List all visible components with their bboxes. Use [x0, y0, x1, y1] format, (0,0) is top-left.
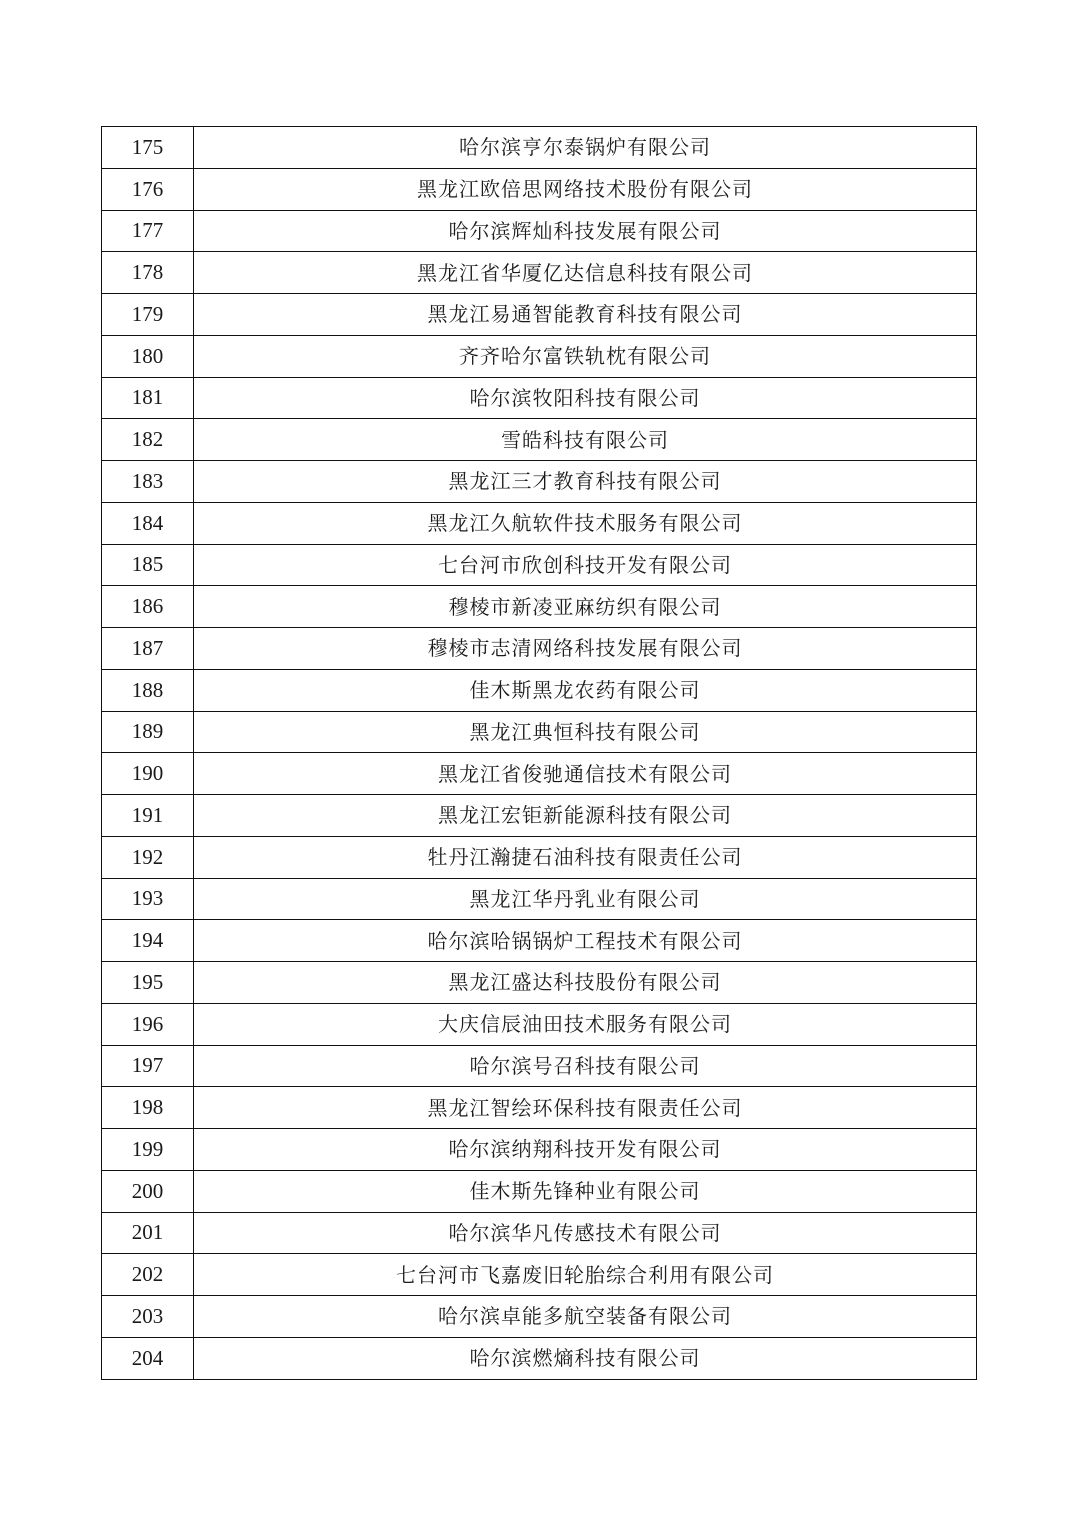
table-row: [102, 1129, 977, 1171]
table-row: [102, 962, 977, 1004]
table-row: [102, 168, 977, 210]
row-number-cell: 198: [102, 1087, 194, 1129]
company-name-cell: 雪皓科技有限公司: [194, 419, 977, 461]
row-number-cell: 194: [102, 920, 194, 962]
company-name-cell: 黑龙江宏钜新能源科技有限公司: [194, 795, 977, 837]
table-row: [102, 1003, 977, 1045]
table-row: [102, 377, 977, 419]
row-number-cell: 202: [102, 1254, 194, 1296]
row-number-cell: 176: [102, 168, 194, 210]
row-number-cell: 199: [102, 1129, 194, 1171]
table-row: [102, 1087, 977, 1129]
company-name-cell: 黑龙江省华厦亿达信息科技有限公司: [194, 252, 977, 294]
company-name-cell: 哈尔滨华凡传感技术有限公司: [194, 1212, 977, 1254]
table-row: [102, 628, 977, 670]
table-row: [102, 1170, 977, 1212]
row-number-cell: 181: [102, 377, 194, 419]
company-name-cell: 哈尔滨纳翔科技开发有限公司: [194, 1129, 977, 1171]
table-body: [102, 127, 977, 1380]
row-number-cell: 200: [102, 1170, 194, 1212]
table-row: [102, 502, 977, 544]
row-number-cell: 177: [102, 210, 194, 252]
table-row: [102, 461, 977, 503]
table-row: [102, 544, 977, 586]
table-row: [102, 1212, 977, 1254]
table-row: [102, 294, 977, 336]
row-number-cell: 204: [102, 1337, 194, 1379]
row-number-cell: 187: [102, 628, 194, 670]
company-name-cell: 七台河市欣创科技开发有限公司: [194, 544, 977, 586]
table-row: [102, 753, 977, 795]
company-name-cell: 黑龙江欧倍思网络技术股份有限公司: [194, 168, 977, 210]
company-name-cell: 黑龙江三才教育科技有限公司: [194, 461, 977, 503]
row-number-cell: 184: [102, 502, 194, 544]
table-row: [102, 252, 977, 294]
company-name-cell: 黑龙江智绘环保科技有限责任公司: [194, 1087, 977, 1129]
company-name-cell: 黑龙江易通智能教育科技有限公司: [194, 294, 977, 336]
table-row: [102, 1045, 977, 1087]
table-row: [102, 711, 977, 753]
row-number-cell: 179: [102, 294, 194, 336]
row-number-cell: 190: [102, 753, 194, 795]
table-row: [102, 1296, 977, 1338]
row-number-cell: 203: [102, 1296, 194, 1338]
company-name-cell: 哈尔滨哈锅锅炉工程技术有限公司: [194, 920, 977, 962]
row-number-cell: 195: [102, 962, 194, 1004]
company-name-cell: 哈尔滨辉灿科技发展有限公司: [194, 210, 977, 252]
table-row: [102, 878, 977, 920]
company-list-table: [101, 126, 977, 1380]
table-row: [102, 419, 977, 461]
row-number-cell: 197: [102, 1045, 194, 1087]
row-number-cell: 192: [102, 836, 194, 878]
table-row: [102, 1337, 977, 1379]
row-number-cell: 189: [102, 711, 194, 753]
table-row: [102, 836, 977, 878]
row-number-cell: 191: [102, 795, 194, 837]
company-name-cell: 牡丹江瀚捷石油科技有限责任公司: [194, 836, 977, 878]
company-name-cell: 齐齐哈尔富铁轨枕有限公司: [194, 335, 977, 377]
row-number-cell: 193: [102, 878, 194, 920]
company-name-cell: 七台河市飞嘉废旧轮胎综合利用有限公司: [194, 1254, 977, 1296]
company-name-cell: 大庆信辰油田技术服务有限公司: [194, 1003, 977, 1045]
company-name-cell: 哈尔滨牧阳科技有限公司: [194, 377, 977, 419]
company-name-cell: 哈尔滨卓能多航空装备有限公司: [194, 1296, 977, 1338]
table-row: [102, 920, 977, 962]
table-row: [102, 1254, 977, 1296]
table-row: [102, 210, 977, 252]
company-name-cell: 黑龙江盛达科技股份有限公司: [194, 962, 977, 1004]
row-number-cell: 175: [102, 127, 194, 169]
company-name-cell: 哈尔滨亨尔泰锅炉有限公司: [194, 127, 977, 169]
company-name-cell: 黑龙江省俊驰通信技术有限公司: [194, 753, 977, 795]
row-number-cell: 180: [102, 335, 194, 377]
row-number-cell: 185: [102, 544, 194, 586]
table-row: [102, 335, 977, 377]
row-number-cell: 186: [102, 586, 194, 628]
company-name-cell: 哈尔滨号召科技有限公司: [194, 1045, 977, 1087]
table-row: [102, 127, 977, 169]
row-number-cell: 178: [102, 252, 194, 294]
company-name-cell: 哈尔滨燃熵科技有限公司: [194, 1337, 977, 1379]
company-name-cell: 佳木斯黑龙农药有限公司: [194, 669, 977, 711]
company-name-cell: 穆棱市新凌亚麻纺织有限公司: [194, 586, 977, 628]
company-name-cell: 佳木斯先锋种业有限公司: [194, 1170, 977, 1212]
row-number-cell: 196: [102, 1003, 194, 1045]
company-name-cell: 黑龙江久航软件技术服务有限公司: [194, 502, 977, 544]
row-number-cell: 182: [102, 419, 194, 461]
row-number-cell: 201: [102, 1212, 194, 1254]
row-number-cell: 183: [102, 461, 194, 503]
table-row: [102, 669, 977, 711]
company-name-cell: 黑龙江华丹乳业有限公司: [194, 878, 977, 920]
table-row: [102, 586, 977, 628]
table-row: [102, 795, 977, 837]
company-name-cell: 穆棱市志清网络科技发展有限公司: [194, 628, 977, 670]
company-name-cell: 黑龙江典恒科技有限公司: [194, 711, 977, 753]
row-number-cell: 188: [102, 669, 194, 711]
